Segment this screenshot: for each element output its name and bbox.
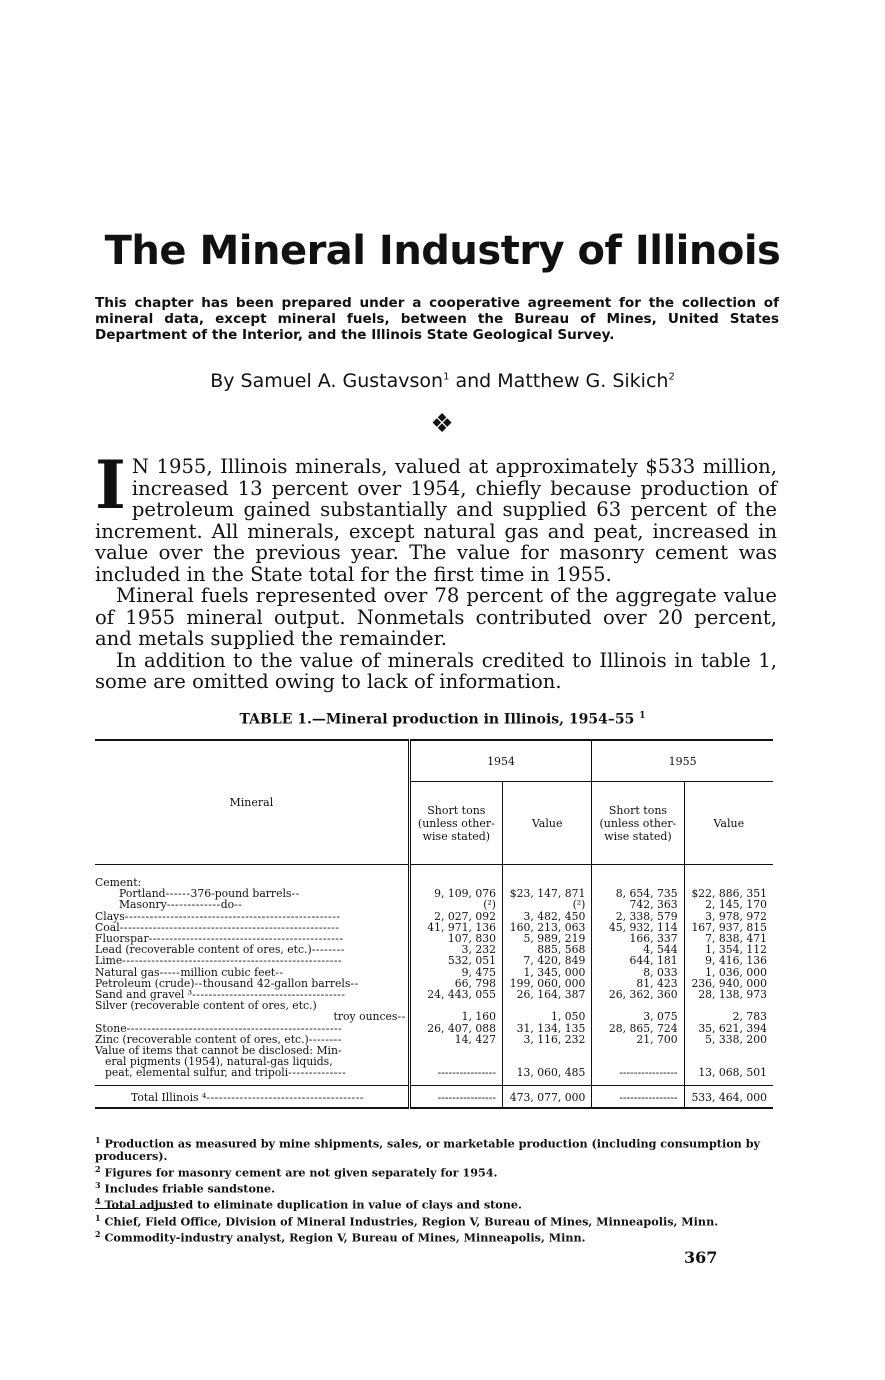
- row-label-text: peat, elemental sulfur, and tripoli: [105, 1066, 289, 1080]
- cell-quantity-1955: 21, 700: [592, 1034, 684, 1045]
- cell-quantity-1955: 8, 033: [592, 967, 684, 978]
- row-label-text: Portland: [119, 887, 166, 901]
- intro-paragraph-1: [95, 446, 777, 586]
- row-label: [95, 1067, 409, 1085]
- leader-dots: --------------------------------------: [206, 1090, 364, 1104]
- row-label-text: Sand and gravel ³: [95, 988, 193, 1002]
- leader-dots: --: [350, 976, 359, 990]
- row-label-text: Coal: [95, 920, 120, 934]
- cell-quantity-1955: 3, 075: [592, 1011, 684, 1022]
- cell-quantity-1954: 14, 427: [409, 1034, 502, 1045]
- table-footnote: [95, 1195, 775, 1211]
- intro-paragraph-2: Mineral fuels represented over 78 percent of the aggregate value of 1955 mineral output. Nonmetals contributed over 20 percent, and metals supplied the remainder.: [95, 584, 777, 650]
- leader-dots: ----------------------------------------------------: [126, 1021, 343, 1035]
- footnote-mark: 3: [95, 1179, 101, 1190]
- table-body: [95, 865, 773, 1108]
- table-caption-text: TABLE 1.—Mineral production in Illinois, 1954–55: [239, 711, 635, 728]
- cell-quantity-1954: 1, 160: [409, 1011, 502, 1022]
- cell-value-1954: 5, 989, 219: [502, 933, 591, 944]
- row-unit-text: do: [220, 898, 235, 912]
- leader-dots: -----------------------------------------------: [148, 932, 344, 946]
- leader-dots: --: [234, 898, 243, 912]
- cell-quantity-1955: 742, 363: [592, 899, 684, 910]
- table-footnote: [95, 1163, 775, 1179]
- cell-value-1954: 3, 482, 450: [502, 911, 591, 922]
- cell-value-1954: 199, 060, 000: [502, 978, 591, 989]
- cell-value-1954: 1, 345, 000: [502, 967, 591, 978]
- row-label-text: Clays: [95, 909, 125, 923]
- cell-value-1955: 1, 036, 000: [684, 967, 773, 978]
- table-row: [95, 1067, 773, 1085]
- row-unit-text: troy ounces: [333, 1010, 398, 1024]
- cell-quantity-1955: 166, 337: [592, 933, 684, 944]
- cell-value-1955: 2, 783: [684, 1011, 773, 1022]
- cell-value-1955: 5, 338, 200: [684, 1034, 773, 1045]
- leader-dots: --: [275, 965, 284, 979]
- cell-quantity-1954: 66, 798: [409, 978, 502, 989]
- cell-value-1955: 9, 416, 136: [684, 955, 773, 966]
- cell-value-1955: 236, 940, 000: [684, 978, 773, 989]
- footnote-mark: 1: [95, 1135, 101, 1145]
- cell-quantity-1954: ----------------: [409, 1067, 502, 1085]
- cell-quantity-1954: 24, 443, 055: [409, 989, 502, 1000]
- cell-quantity-1955: 644, 181: [592, 955, 684, 966]
- row-label-text: eral pigments (1954), natural-gas liquids,: [105, 1055, 333, 1069]
- leader-dots: -----: [159, 965, 181, 979]
- cell-quantity-1954: 9, 475: [409, 967, 502, 978]
- cell-quantity-1954: 26, 407, 088: [409, 1023, 502, 1034]
- author-footnote: [95, 1212, 775, 1228]
- cell-value-1955: 28, 138, 973: [684, 989, 773, 1000]
- leader-dots: --: [291, 887, 300, 901]
- table-footnote: [95, 1134, 775, 1163]
- cell-quantity-1954: (²): [409, 899, 502, 910]
- cell-value-1955: 2, 145, 170: [684, 899, 773, 910]
- cell-value-1955: [684, 1045, 773, 1056]
- cell-quantity-1955: 28, 865, 724: [592, 1023, 684, 1034]
- ornament-icon: ❖: [430, 409, 454, 439]
- total-quantity-1955: ----------------: [592, 1085, 684, 1108]
- footnote-text: Total adjusted to eliminate duplication in value of clays and stone.: [104, 1197, 522, 1212]
- preface-note: This chapter has been prepared under a cooperative agreement for the collection of mineral data, except mineral fuels, between the Bureau of Mines, United States Department of the Interior, and the Illinois State Geological Survey.: [95, 295, 779, 343]
- total-quantity-1954: ----------------: [409, 1085, 502, 1108]
- cell-value-1954: 3, 116, 232: [502, 1034, 591, 1045]
- cell-value-1955: $22, 886, 351: [684, 888, 773, 899]
- spacer-cell: [95, 865, 409, 878]
- row-label-text: Fluorspar: [95, 932, 149, 946]
- footnote-mark: 4: [95, 1196, 101, 1207]
- cell-value-1955: 7, 838, 471: [684, 933, 773, 944]
- cell-quantity-1955: 2, 338, 579: [592, 911, 684, 922]
- leader-dots: --: [397, 1010, 406, 1024]
- row-label-text: Lead (recoverable content of ores, etc.): [95, 943, 312, 957]
- leader-dots: -------------: [166, 898, 221, 912]
- total-label: [95, 1085, 409, 1108]
- cell-quantity-1954: 2, 027, 092: [409, 911, 502, 922]
- row-unit-text: million cubic feet: [180, 965, 276, 979]
- footnote-mark: 1: [95, 1213, 101, 1223]
- cell-quantity-1955: 45, 932, 114: [592, 922, 684, 933]
- cell-quantity-1955: 26, 362, 360: [592, 989, 684, 1000]
- row-label-text: Silver (recoverable content of ores, etc.): [95, 999, 317, 1013]
- col-short-tons-1955: Short tons (unless other-wise stated): [592, 782, 684, 865]
- footnote-text: Figures for masonry cement are not given separately for 1954.: [104, 1165, 498, 1180]
- leader-dots: ----------------------------------------------------: [124, 909, 341, 923]
- cell-value-1954: 7, 420, 849: [502, 955, 591, 966]
- page-title: The Mineral Industry of Illinois: [104, 228, 781, 274]
- spacer-cell: [684, 865, 773, 878]
- row-label-text: Stone: [95, 1021, 127, 1035]
- row-unit-text: thousand 42-gallon barrels: [202, 976, 351, 990]
- intro-paragraph-3: In addition to the value of minerals credited to Illinois in table 1, some are omitted owing to lack of information.: [95, 648, 777, 693]
- byline-sup-2: 2: [668, 371, 675, 383]
- row-label-text: Lime: [95, 954, 123, 968]
- row-unit-text: 376-pound barrels: [190, 887, 292, 901]
- cell-value-1955: 167, 937, 815: [684, 922, 773, 933]
- cell-value-1954: (²): [502, 899, 591, 910]
- total-value-1955: 533, 464, 000: [684, 1085, 773, 1108]
- col-value-1954: Value: [502, 782, 591, 865]
- cell-quantity-1955: 81, 423: [592, 978, 684, 989]
- table-footnotes: [95, 1134, 775, 1211]
- cell-value-1955: 35, 621, 394: [684, 1023, 773, 1034]
- leader-dots: -------------------------------------: [192, 988, 346, 1002]
- cell-value-1954: $23, 147, 871: [502, 888, 591, 899]
- footnote-text: Production as measured by mine shipments, sales, or marketable production (including consumption by producers).: [95, 1136, 761, 1164]
- cell-value-1954: 31, 134, 135: [502, 1023, 591, 1034]
- row-label-text: Cement:: [95, 876, 142, 889]
- footnote-mark: 2: [95, 1229, 101, 1240]
- cell-quantity-1955: [592, 1045, 684, 1056]
- table-caption-sup: 1: [639, 711, 646, 721]
- leader-dots: --------: [308, 1032, 342, 1046]
- col-mineral: Mineral: [95, 740, 409, 865]
- cell-quantity-1955: 4, 544: [592, 944, 684, 955]
- cell-value-1955: 13, 068, 501: [684, 1067, 773, 1085]
- leader-dots: -----------------------------------------------------: [119, 920, 340, 934]
- footnote-text: Chief, Field Office, Division of Mineral Industries, Region V, Bureau of Mines, Minneapolis, Minn.: [104, 1214, 719, 1229]
- row-label-text: Value of items that cannot be disclosed: Min-: [95, 1044, 342, 1058]
- spacer-row: [95, 865, 773, 878]
- total-label-text: Total Illinois ⁴: [131, 1090, 207, 1104]
- leader-dots: -----------------------------------------------------: [122, 954, 343, 968]
- cell-value-1954: 1, 050: [502, 1011, 591, 1022]
- cell-quantity-1954: 41, 971, 136: [409, 922, 502, 933]
- total-row: [95, 1085, 773, 1108]
- byline-sup-1: 1: [443, 371, 450, 383]
- byline-author-2: and Matthew G. Sikich: [449, 370, 669, 392]
- byline-author-1: By Samuel A. Gustavson: [210, 370, 444, 392]
- mineral-production-table: [95, 739, 773, 1109]
- table-footnote: [95, 1179, 775, 1195]
- row-label-text: Zinc (recoverable content of ores, etc.): [95, 1032, 309, 1046]
- intro-p1-text: N 1955, Illinois minerals, valued at approximately $533 million, increased 13 percent over 1954, chiefly because production of petroleum gained substantially and supplied 63 percent of the increment. All minerals, except natural gas and peat, increased in value over the previous year. The value for masonry cement was included in the State total for the first time in 1955.: [95, 455, 777, 586]
- leader-dots: --------------: [288, 1066, 347, 1080]
- col-year-1954: 1954: [409, 740, 592, 782]
- row-label-text: Natural gas: [95, 965, 160, 979]
- page-number: 367: [684, 1248, 718, 1267]
- spacer-cell: [409, 865, 502, 878]
- byline: [0, 370, 885, 392]
- cell-value-1955: 1, 354, 112: [684, 944, 773, 955]
- footnote-mark: 2: [95, 1163, 101, 1174]
- table-caption: [0, 711, 885, 728]
- cell-quantity-1954: 107, 830: [409, 933, 502, 944]
- row-label-text: Masonry: [119, 898, 167, 912]
- cell-value-1954: 160, 213, 063: [502, 922, 591, 933]
- author-footnote: [95, 1228, 775, 1244]
- dropcap: I: [95, 446, 126, 524]
- cell-quantity-1955: ----------------: [592, 1067, 684, 1085]
- cell-value-1954: [502, 1045, 591, 1056]
- cell-quantity-1954: 532, 051: [409, 955, 502, 966]
- cell-quantity-1954: 3, 232: [409, 944, 502, 955]
- leader-dots: ------: [165, 887, 191, 901]
- col-year-1955: 1955: [592, 740, 773, 782]
- author-footnotes: [95, 1212, 775, 1244]
- row-label-text: Petroleum (crude): [95, 976, 195, 990]
- cell-value-1954: 13, 060, 485: [502, 1067, 591, 1085]
- cell-value-1954: 885, 568: [502, 944, 591, 955]
- leader-dots: --: [194, 976, 203, 990]
- spacer-cell: [502, 865, 591, 878]
- intro-text: [95, 446, 777, 693]
- col-short-tons-1954: Short tons (unless other-wise stated): [409, 782, 502, 865]
- cell-quantity-1955: 8, 654, 735: [592, 888, 684, 899]
- footnote-text: Includes friable sandstone.: [104, 1181, 276, 1196]
- col-value-1955: Value: [684, 782, 773, 865]
- cell-quantity-1954: 9, 109, 076: [409, 888, 502, 899]
- footnote-text: Commodity-industry analyst, Region V, Bureau of Mines, Minneapolis, Minn.: [104, 1230, 586, 1245]
- total-value-1954: 473, 077, 000: [502, 1085, 591, 1108]
- cell-value-1955: 3, 978, 972: [684, 911, 773, 922]
- cell-quantity-1954: [409, 1045, 502, 1056]
- cell-value-1954: 26, 164, 387: [502, 989, 591, 1000]
- footnote-rule: [95, 1208, 175, 1209]
- spacer-cell: [592, 865, 684, 878]
- leader-dots: --------: [311, 943, 345, 957]
